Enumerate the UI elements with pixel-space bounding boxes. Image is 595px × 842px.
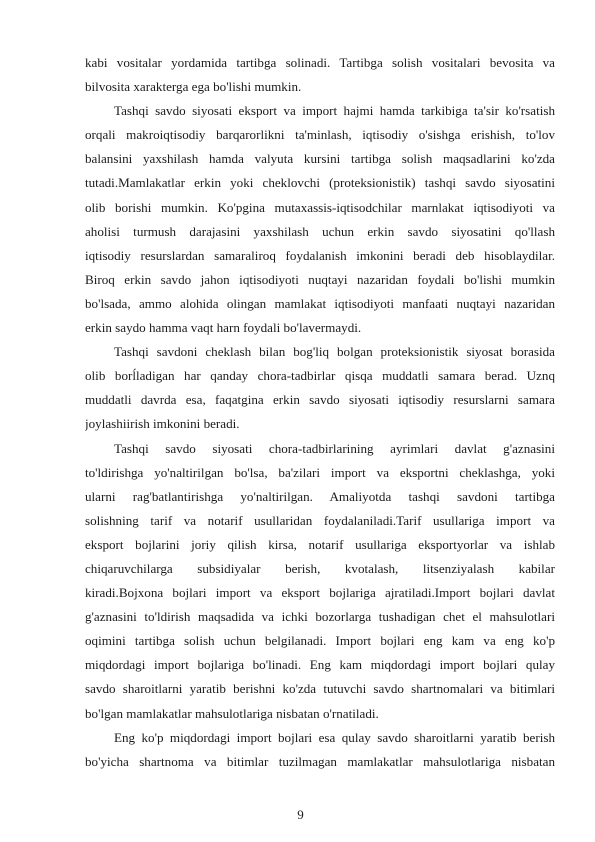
text-line: eksport bojlarini joriy qilish kirsa, notarif usullariga eksportyorlar va ishlab xyxy=(85,536,555,552)
text-line: ularni rag'batlantirishga yo'naltirilgan. Amaliyotda tashqi savdoni tartibga xyxy=(85,488,555,504)
text-line: g'aznasini to'ldirish maqsadida va ichki bozorlarga tushadigan chet el mahsulotlari xyxy=(85,609,555,625)
text-line: Eng ko'p miqdordagi import bojlari esa qulay savdo sharoitlarni yaratib berish xyxy=(114,729,555,745)
text-line: iqtisodiy resurslardan samaraliroq foydalanish imkonini beradi deb hisoblaydilar. xyxy=(85,247,555,263)
paragraph xyxy=(85,340,555,436)
text-line: kabi vositalar yordamida tartibga solinadi. Tartibga solish vositalari bevosita va xyxy=(85,55,555,70)
page-number: 9 xyxy=(297,807,304,822)
text-line: muddatli davrda esa, faqatgina erkin savdo siyosati iqtisodiy resurslarni samara xyxy=(85,392,555,408)
text-line: to'ldirishga yo'naltirilgan bo'lsa, ba'zilari import va eksportni cheklashga, yoki xyxy=(85,464,555,480)
paragraph xyxy=(85,726,555,774)
text-line: olib borishi mumkin. Ko'pgina mutaxassis-iqtisodchilar marnlakat iqtisodiyoti va xyxy=(85,199,555,215)
text-line: Tashqi savdo siyosati eksport va import hajmi hamda tarkibiga ta'sir ko'rsatish xyxy=(114,103,555,119)
text-line: olib borĺladigan har qanday chora-tadbirlar qisqa muddatli samara berad. Uznq xyxy=(85,368,555,384)
text-line: balansini yaxshilash hamda valyuta kursini tartibga solish maqsadlarini ko'zda xyxy=(85,151,555,167)
text-line: tutadi.Mamlakatlar erkin yoki cheklovchi (proteksionistik) tashqi savdo siyosatini xyxy=(85,175,555,191)
paragraph xyxy=(85,437,555,726)
paragraph xyxy=(85,99,555,340)
text-line: oqimini tartibga solish uchun belgilanadi. Import bojlari eng kam va eng ko'p xyxy=(85,633,555,649)
text-line: bo'lsada, ammo alohida olingan mamlakat iqtisodiyoti manfaati nuqtayi nazaridan xyxy=(85,295,555,311)
text-line: Tashqi savdo siyosati chora-tadbirlarining ayrimlari davlat g'aznasini xyxy=(114,440,555,456)
paragraph xyxy=(85,51,555,99)
text-line: Tashqi savdoni cheklash bilan bog'liq bolgan proteksionistik siyosat borasida xyxy=(114,344,555,360)
text-line: solishning tarif va notarif usullaridan foydalaniladi.Tarif usullariga import va xyxy=(85,512,555,528)
text-line: miqdordagi import bojlariga bo'linadi. Eng kam miqdordagi import bojlari qulay xyxy=(85,657,555,673)
text-line: kiradi.Bojxona bojlari import va eksport bojlariga ajratiladi.Import bojlari davlat xyxy=(85,585,555,601)
text-line: orqali makroiqtisodiy barqarorlikni ta'minlash, iqtisodiy o'sishga erishish, to'lov xyxy=(85,127,555,143)
text-line: bo'lgan mamlakatlar mahsulotlariga nisbatan o'rnatiladi. xyxy=(85,705,379,721)
text-line: bilvosita xarakterga ega bo'lishi mumkin. xyxy=(85,79,302,95)
document-page xyxy=(85,51,555,774)
text-line: aholisi turmush darajasini yaxshilash uchun erkin savdo siyosatini qo'llash xyxy=(85,223,555,239)
text-line: chiqaruvchilarga subsidiyalar berish, kvotalash, litsenziyalash kabilar xyxy=(85,560,555,576)
text-line: savdo sharoitlarni yaratib berishni ko'zda tutuvchi savdo shartnomalari va bitimlari xyxy=(85,681,555,697)
text-line: joylashiirish imkonini beradi. xyxy=(85,416,240,432)
text-line: bo'yicha shartnoma va bitimlar tuzilmagan mamlakatlar mahsulotlariga nisbatan xyxy=(85,753,555,769)
text-line: erkin saydo hamma vaqt harn foydali bo'lavermaydi. xyxy=(85,320,362,336)
text-line: Biroq erkin savdo jahon iqtisodiyoti nuqtayi nazaridan foydali bo'lishi mumkin xyxy=(85,271,555,287)
